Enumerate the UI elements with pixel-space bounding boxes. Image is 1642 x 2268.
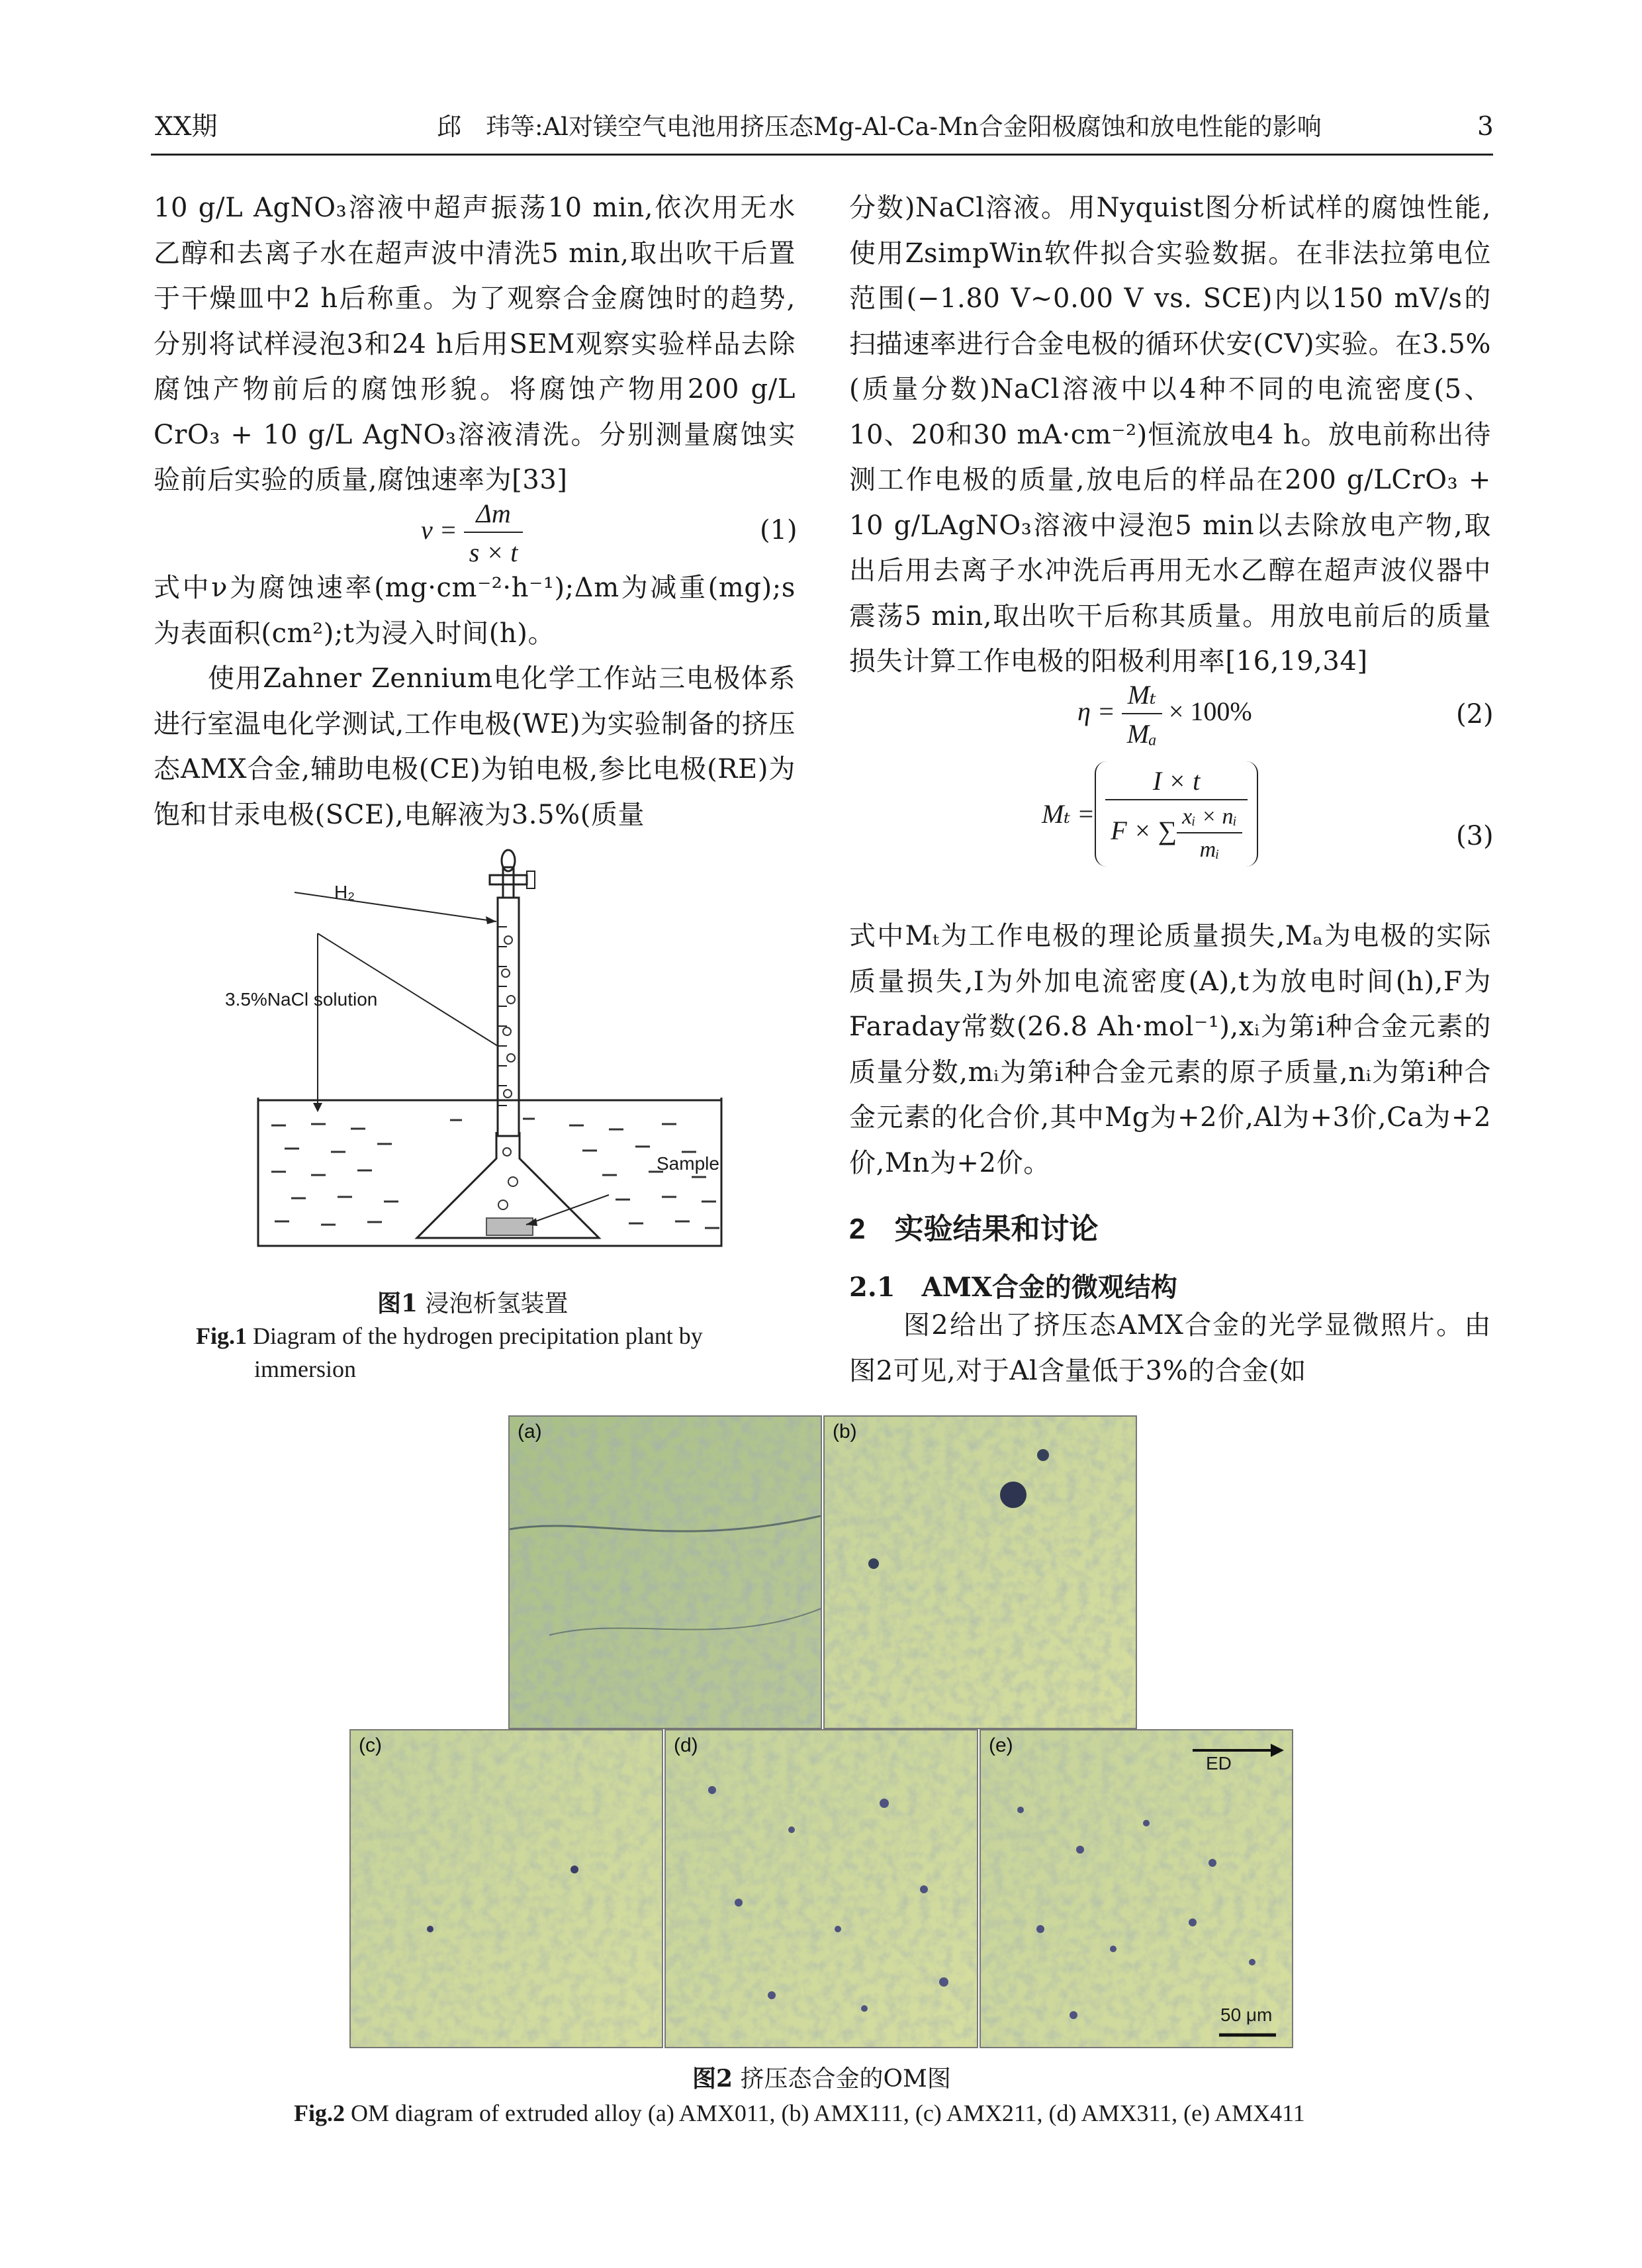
issue-label: XX期	[155, 112, 218, 142]
eq3-numerator: I × t	[1105, 765, 1248, 800]
eq2-lhs: η =	[1077, 696, 1122, 727]
running-title: 邱 玮等:Al对镁空气电池用挤压态Mg-Al-Ca-Mn合金阳极腐蚀和放电性能的影响	[437, 113, 1322, 141]
header-rule	[151, 154, 1493, 156]
stopcock-valve	[490, 875, 527, 884]
page-number: 3	[1477, 112, 1494, 142]
fig1-caption-en-line1	[196, 1320, 703, 1352]
micrograph-b	[823, 1415, 1137, 1729]
right-column-bottom	[849, 1303, 1491, 1394]
eq3-number: (3)	[1456, 821, 1494, 851]
left-column-mid	[154, 565, 796, 837]
micrograph-e	[980, 1729, 1293, 2048]
panel-label-b: (b)	[833, 1421, 857, 1442]
eq3-inner-num: xᵢ × nᵢ	[1177, 804, 1242, 833]
section-2-1-heading: 2.1 AMX合金的微观结构	[849, 1272, 1177, 1303]
fig2-caption-en	[294, 2097, 1305, 2129]
fig1-caption-cn-prefix: 图1	[377, 1290, 418, 1317]
h2-leader	[295, 892, 496, 921]
fig2-caption-cn-prefix: 图2	[692, 2065, 733, 2093]
eq3-inner-den: mᵢ	[1199, 837, 1220, 862]
fig2-caption-en-text: OM diagram of extruded alloy (a) AMX011, (b) AMX111, (c) AMX211, (d) AMX311, (e) AMX411	[351, 2100, 1305, 2126]
fig1-caption-en-text-1: Diagram of the hydrogen precipitation plant by	[253, 1323, 703, 1349]
panel-label-c: (c)	[359, 1734, 382, 1756]
right-column-top	[849, 185, 1491, 685]
eq2-number: (2)	[1456, 699, 1494, 730]
fig1-caption-cn	[377, 1288, 569, 1320]
right-paragraph-3: 图2给出了挤压态AMX合金的光学显微照片。由图2可见,对于Al含量低于3%的合金(如	[849, 1310, 1491, 1386]
eq1-fraction	[464, 498, 524, 568]
eq1-denominator: s × t	[469, 538, 518, 567]
burette-graduations	[498, 927, 507, 1106]
scale-bar-label: 50 μm	[1220, 2005, 1273, 2025]
equation-3	[1042, 761, 1258, 867]
panel-label-d: (d)	[674, 1734, 698, 1756]
hydrogen-bubbles	[498, 936, 518, 1209]
micrograph-c	[349, 1729, 663, 2048]
right-paragraph-2: 式中Mₜ为工作电极的理论质量损失,Mₐ为电极的实际质量损失,I为外加电流密度(A),t为放电时间(h),F为Faraday常数(26.8 Ah·mol⁻¹),xᵢ为第i种合金元素的质量分数,mᵢ为第i种合金元素的原子质量,nᵢ为第i种合金元素的化合价,其中Mg为+2价,Al为+3价,Ca为+2价,Mn为+2价。	[849, 921, 1491, 1178]
eq3-inner-fraction	[1177, 804, 1242, 863]
label-h2: H₂	[334, 882, 355, 902]
fig2-caption-en-prefix: Fig.2	[294, 2100, 345, 2126]
ed-direction-label: ED	[1206, 1753, 1232, 1773]
eq3-lhs: Mₜ =	[1042, 799, 1095, 829]
eq1-numerator: Δm	[464, 498, 524, 533]
right-column-mid	[849, 914, 1491, 1186]
section-2-heading: 2 实验结果和讨论	[849, 1213, 1099, 1245]
eq3-den-prefix: F × ∑	[1111, 816, 1177, 846]
fig1-caption-cn-text: 浸泡析氢装置	[425, 1290, 569, 1317]
micrograph-a	[508, 1415, 822, 1729]
eq3-bracket	[1095, 761, 1258, 867]
eq1-number: (1)	[760, 515, 798, 545]
eq3-fraction	[1105, 765, 1248, 863]
equation-1	[421, 498, 523, 568]
left-paragraph-3: 使用Zahner Zennium电化学工作站三电极体系进行室温电化学测试,工作电极(WE)为实验制备的挤压态AMX合金,辅助电极(CE)为铂电极,参比电极(RE)为饱和甘汞电极(SCE),电解液为3.5%(质量	[154, 663, 796, 830]
left-paragraph-2: 式中ν为腐蚀速率(mg·cm⁻²·h⁻¹);Δm为减重(mg);s为表面积(cm²);t为浸入时间(h)。	[154, 573, 796, 649]
figure-1	[212, 847, 781, 1271]
eq1-lhs: ν =	[421, 515, 464, 545]
sample-block	[486, 1218, 533, 1235]
micrograph-d	[664, 1729, 978, 2048]
figure-1-diagram	[212, 847, 781, 1271]
sample-leader	[526, 1195, 609, 1225]
eq2-numerator: Mₜ	[1122, 679, 1162, 714]
eq2-rhs: × 100%	[1162, 696, 1252, 727]
fig2-caption-cn-text: 挤压态合金的OM图	[740, 2065, 951, 2093]
fig1-caption-en-line2: immersion	[254, 1356, 356, 1382]
panel-label-e: (e)	[989, 1734, 1013, 1756]
right-paragraph-1: 分数)NaCl溶液。用Nyquist图分析试样的腐蚀性能,使用ZsimpWin软件拟合实验数据。在非法拉第电位范围(−1.80 V~0.00 V vs. SCE)内以150 mV/s的扫描速率进行合金电极的循环伏安(CV)实验。在3.5%(质量分数)NaCl溶液中以4种不同的电流密度(5、10、20和30 mA·cm⁻²)恒流放电4 h。放电前称出待测工作电极的质量,放电后的样品在200 g/LCrO₃ + 10 g/LAgNO₃溶液中浸泡5 min以去除放电产物,取出后用去离子水冲洗后再用无水乙醇在超声波仪器中震荡5 min,取出吹干后称其质量。用放电前后的质量损失计算工作电极的阳极利用率[16,19,34]	[849, 193, 1491, 677]
label-sample: Sample	[657, 1153, 719, 1174]
fig2-caption-cn	[692, 2063, 951, 2095]
eq2-fraction	[1122, 679, 1162, 749]
stopcock-handle	[527, 871, 535, 888]
eq3-denominator	[1105, 800, 1248, 863]
eq2-denominator: Mₐ	[1126, 719, 1157, 749]
left-paragraph-1: 10 g/L AgNO₃溶液中超声振荡10 min,依次用无水乙醇和去离子水在超声波中清洗5 min,取出吹干后置于干燥皿中2 h后称重。为了观察合金腐蚀时的趋势,分别将试样浸泡3和24 h后用SEM观察实验样品去除腐蚀产物前后的腐蚀形貌。将腐蚀产物用200 g/L CrO₃ + 10 g/L AgNO₃溶液清洗。分别测量腐蚀实验前后实验的质量,腐蚀速率为[33]	[154, 193, 796, 495]
left-column-top	[154, 185, 796, 503]
equation-2	[1077, 679, 1252, 749]
label-nacl-solution: 3.5%NaCl solution	[225, 989, 378, 1010]
fig1-caption-en-prefix: Fig.1	[196, 1323, 247, 1349]
panel-label-a: (a)	[518, 1421, 542, 1442]
